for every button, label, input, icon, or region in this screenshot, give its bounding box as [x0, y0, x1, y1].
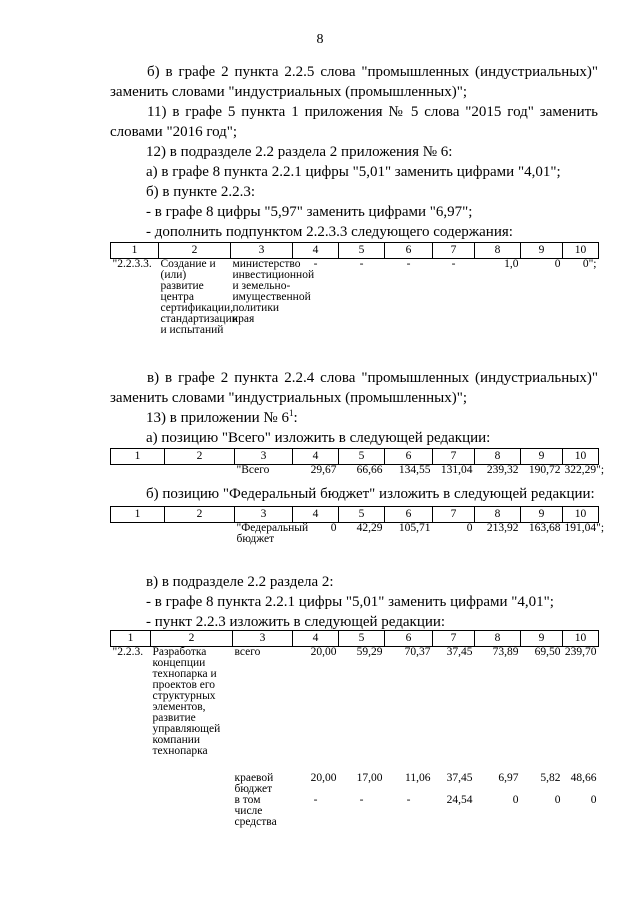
cell-source: всего: [234, 646, 261, 658]
paragraph-b-2-2-5: б) в графе 2 пункта 2.2.5 слова "промышленных (индустриальных)" заменить словами "индустриальных (промышленных)";: [110, 64, 598, 100]
cell-value: 322,29";: [564, 464, 605, 476]
table-header-row: [111, 507, 599, 523]
column-header: 9: [521, 243, 563, 259]
cell-value: 20,00: [310, 772, 337, 784]
paragraph-13-tail: :: [293, 410, 298, 426]
column-header: 8: [475, 449, 521, 465]
paragraph-b-2-2-3: б) в пункте 2.2.3:: [146, 184, 255, 200]
paragraph-13-text: 13) в приложении № 6: [146, 410, 289, 426]
paragraph-dash-grafa-8: - в графе 8 цифры "5,97" заменить цифрами "6,97";: [146, 204, 473, 220]
table-header-row: [111, 243, 599, 259]
column-header: 6: [385, 631, 433, 647]
cell-value: 239,70: [564, 646, 597, 658]
page-number: 8: [316, 32, 324, 47]
cell-value: 24,54: [446, 794, 473, 806]
column-header: 10: [563, 449, 599, 465]
table-federalny-byudzhet: [110, 506, 605, 545]
table-2-2-3: [110, 630, 599, 828]
table-row: [111, 523, 599, 546]
column-header: 3: [231, 243, 293, 259]
cell-value: 69,50: [534, 646, 561, 658]
column-header: 1: [111, 449, 165, 465]
cell-value: 29,67: [310, 464, 337, 476]
cell-code: "2.2.3.: [112, 646, 144, 658]
cell-value: 37,45: [446, 772, 473, 784]
cell-value: 191,04";: [564, 522, 605, 534]
column-header: 7: [433, 449, 475, 465]
table-vsego: [110, 448, 605, 476]
column-header: 2: [151, 631, 233, 647]
paragraph-dash-dopolnit: - дополнить подпунктом 2.2.3.3 следующего содержания:: [146, 224, 513, 240]
cell-value: 0: [554, 794, 561, 806]
column-header: 6: [385, 243, 433, 259]
table-2-2-3-3: [110, 242, 599, 336]
column-header: 8: [475, 243, 521, 259]
column-header: 6: [385, 449, 433, 465]
column-header: 6: [385, 507, 433, 523]
cell-value: -: [359, 794, 364, 806]
paragraph-dash-2-2-3: - пункт 2.2.3 изложить в следующей редакции:: [146, 614, 446, 630]
column-header: 1: [111, 243, 159, 259]
column-header: 5: [339, 243, 385, 259]
cell-value: -: [313, 258, 318, 270]
column-header: 1: [111, 631, 151, 647]
cell-executor: министерство инвестиционной и земельно-имущественной политики края: [232, 258, 315, 325]
column-header: 5: [339, 631, 385, 647]
cell-value: 105,71: [398, 522, 431, 534]
cell-name: Создание и (или) развитие центра сертификации, стандартизации и испытаний: [160, 258, 238, 336]
cell-value: 6,97: [498, 772, 519, 784]
cell-value: 70,37: [404, 646, 431, 658]
paragraph-a-2-2-1: а) в графе 8 пункта 2.2.1 цифры "5,01" заменить цифрами "4,01";: [146, 164, 561, 180]
cell-value: 42,29: [356, 522, 383, 534]
column-header: 9: [521, 507, 563, 523]
column-header: 10: [563, 507, 599, 523]
paragraph-b-federalny: б) позицию "Федеральный бюджет" изложить в следующей редакции:: [146, 486, 595, 502]
column-header: 10: [563, 243, 599, 259]
cell-value: 239,32: [486, 464, 519, 476]
cell-value: 131,04: [440, 464, 473, 476]
cell-value: -: [406, 258, 411, 270]
cell-value: 0: [466, 522, 473, 534]
column-header: 7: [433, 507, 475, 523]
cell-code: "2.2.3.3.: [112, 258, 152, 270]
cell-name: Разработка концепции технопарка и проектов его структурных элементов, развитие управляющей компании технопарка: [152, 646, 221, 757]
column-header: 2: [159, 243, 231, 259]
column-header: 4: [293, 449, 339, 465]
table-header-row: [111, 631, 599, 647]
cell-value: 20,00: [310, 646, 337, 658]
cell-value: -: [451, 258, 456, 270]
column-header: 8: [475, 631, 521, 647]
column-header: 7: [433, 631, 475, 647]
paragraph-dash-2-2-1: - в графе 8 пункта 2.2.1 цифры "5,01" заменить цифрами "4,01";: [146, 594, 554, 610]
table-header-row: [111, 449, 599, 465]
cell-value: -: [359, 258, 364, 270]
cell-value: 59,29: [356, 646, 383, 658]
column-header: 5: [339, 449, 385, 465]
paragraph-13: [146, 408, 598, 428]
column-header: 9: [521, 631, 563, 647]
column-header: 10: [563, 631, 599, 647]
column-header: 7: [433, 243, 475, 259]
cell-source: краевой бюджет: [234, 772, 274, 795]
column-header: 2: [165, 449, 235, 465]
cell-label: "Всего: [236, 464, 270, 476]
table-row: [111, 259, 599, 337]
paragraph-11: 11) в графе 5 пункта 1 приложения № 5 слова "2015 год" заменить словами "2016 год";: [110, 104, 598, 140]
cell-value: 1,0: [504, 258, 519, 270]
cell-value: 66,66: [356, 464, 383, 476]
cell-value: 190,72: [528, 464, 561, 476]
paragraph-13-superscript: 1: [288, 408, 294, 418]
cell-value: 48,66: [570, 772, 597, 784]
paragraph-a-vsego: а) позицию "Всего" изложить в следующей редакции:: [146, 430, 491, 446]
column-header: 2: [165, 507, 235, 523]
cell-label: "Федеральный бюджет: [236, 522, 309, 545]
cell-value: 11,06: [405, 772, 431, 784]
cell-value: 0: [512, 794, 519, 806]
column-header: 3: [235, 449, 293, 465]
table-row: [111, 647, 599, 774]
column-header: 4: [293, 631, 339, 647]
cell-value: 163,68: [528, 522, 561, 534]
cell-value: 213,92: [486, 522, 519, 534]
column-header: 4: [293, 507, 339, 523]
cell-value: 37,45: [446, 646, 473, 658]
cell-value: 5,82: [540, 772, 561, 784]
table-row: [111, 465, 599, 477]
paragraph-v-razdel-2: в) в подразделе 2.2 раздела 2:: [146, 574, 334, 590]
cell-value: 0: [554, 258, 561, 270]
cell-value: -: [313, 794, 318, 806]
column-header: 8: [475, 507, 521, 523]
column-header: 4: [293, 243, 339, 259]
cell-value: -: [406, 794, 411, 806]
column-header: 3: [235, 507, 293, 523]
column-header: 9: [521, 449, 563, 465]
cell-value: 134,55: [398, 464, 431, 476]
cell-source: в том числе средства: [234, 794, 277, 828]
cell-value: 73,89: [492, 646, 519, 658]
column-header: 5: [339, 507, 385, 523]
column-header: 3: [233, 631, 293, 647]
paragraph-v-2-2-4: в) в графе 2 пункта 2.2.4 слова "промышленных (индустриальных)" заменить словами "индустриальных (промышленных)";: [110, 370, 598, 406]
column-header: 1: [111, 507, 165, 523]
cell-value: 0: [330, 522, 337, 534]
paragraph-12: 12) в подразделе 2.2 раздела 2 приложения № 6:: [146, 144, 453, 160]
cell-value: 0";: [582, 258, 597, 270]
cell-value: 0: [590, 794, 597, 806]
cell-value: 17,00: [356, 772, 383, 784]
